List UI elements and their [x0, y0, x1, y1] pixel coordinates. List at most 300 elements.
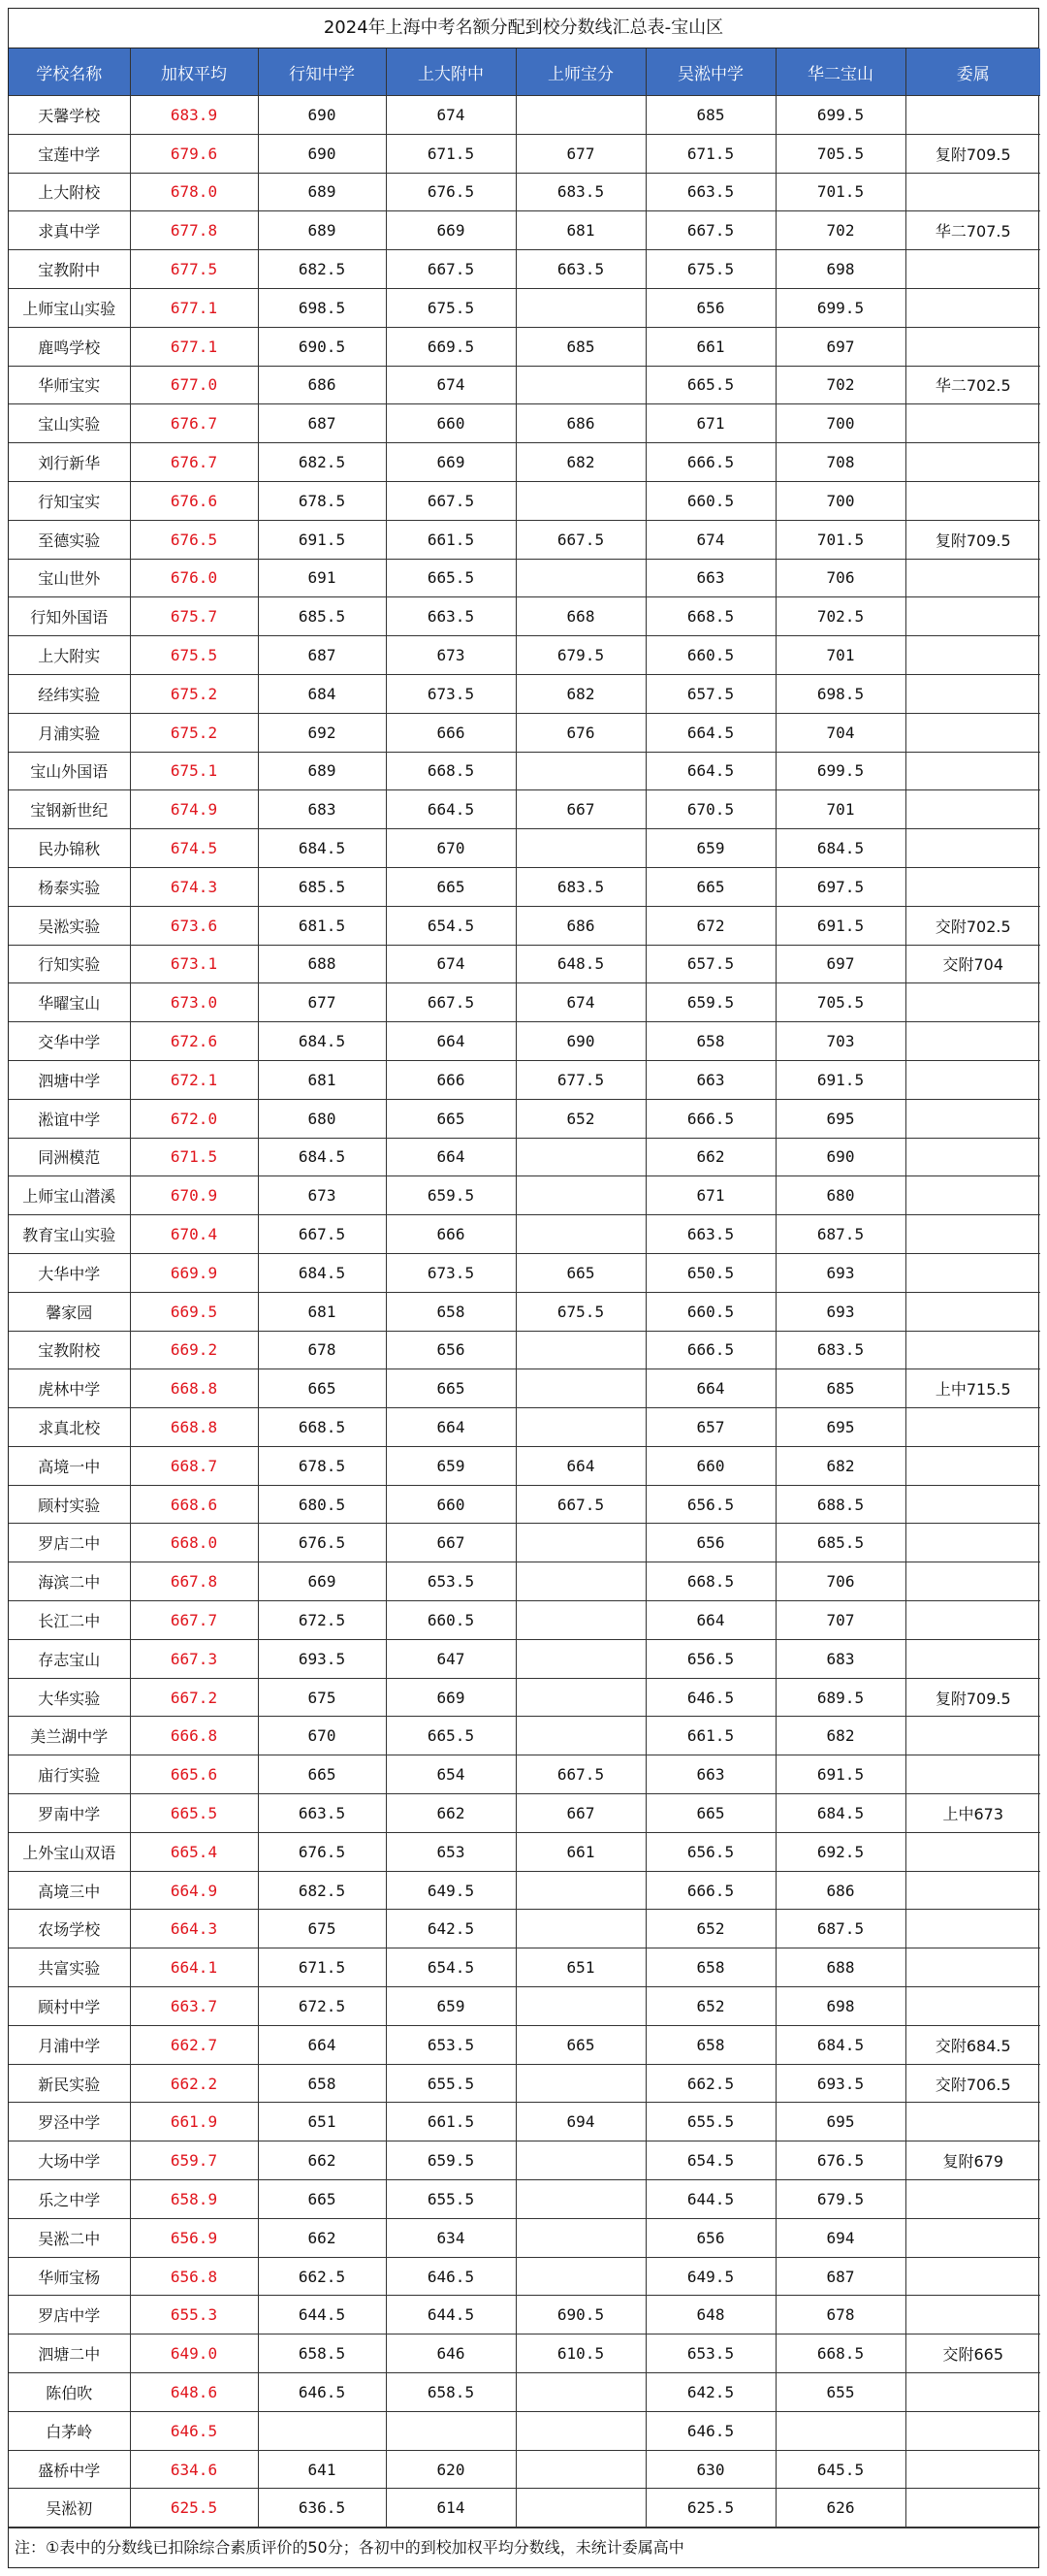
- weighted-average-cell: 668.7: [130, 1446, 258, 1485]
- huaer-cell: 693: [776, 1292, 905, 1331]
- huaer-cell: 689.5: [776, 1678, 905, 1717]
- xingzhi-cell: 681: [258, 1060, 386, 1099]
- school-name-cell: 民办锦秋: [9, 829, 130, 868]
- table-row: [9, 559, 1040, 597]
- huaer-cell: 699.5: [776, 752, 905, 790]
- huaer-cell: 693: [776, 1253, 905, 1292]
- wusong-cell: 663.5: [646, 173, 776, 211]
- xingzhi-cell: 644.5: [258, 2296, 386, 2334]
- huaer-cell: 703: [776, 1022, 905, 1061]
- table-row: [9, 481, 1040, 520]
- wusong-cell: 658: [646, 1948, 776, 1987]
- huaer-cell: 691.5: [776, 1755, 905, 1794]
- huaer-cell: 682: [776, 1446, 905, 1485]
- shangda-cell: 660: [386, 404, 516, 443]
- municipal-cell: 上中715.5: [905, 1369, 1040, 1408]
- weighted-average-cell: 672.0: [130, 1099, 258, 1138]
- municipal-cell: [905, 1253, 1040, 1292]
- xingzhi-cell: 662: [258, 2141, 386, 2180]
- shangshi-cell: 665: [516, 2025, 646, 2064]
- table-row: [9, 1408, 1040, 1447]
- weighted-average-cell: 673.0: [130, 983, 258, 1022]
- xingzhi-cell: 698.5: [258, 288, 386, 327]
- municipal-cell: [905, 1639, 1040, 1678]
- school-name-cell: 上师宝山潜溪: [9, 1176, 130, 1215]
- shangshi-cell: 676: [516, 713, 646, 752]
- table-row: [9, 983, 1040, 1022]
- wusong-cell: 660.5: [646, 636, 776, 675]
- shangda-cell: 665: [386, 867, 516, 906]
- weighted-average-cell: 659.7: [130, 2141, 258, 2180]
- huaer-cell: 700: [776, 404, 905, 443]
- shangda-cell: 667.5: [386, 481, 516, 520]
- school-name-cell: 新民实验: [9, 2064, 130, 2103]
- huaer-cell: 705.5: [776, 134, 905, 173]
- school-name-cell: 虎林中学: [9, 1369, 130, 1408]
- huaer-cell: 683: [776, 1639, 905, 1678]
- shangda-cell: 655.5: [386, 2064, 516, 2103]
- weighted-average-cell: 673.1: [130, 945, 258, 983]
- xingzhi-cell: 678.5: [258, 481, 386, 520]
- xingzhi-cell: 675: [258, 1910, 386, 1948]
- table-row: [9, 2025, 1040, 2064]
- huaer-cell: 684.5: [776, 829, 905, 868]
- school-name-cell: 农场学校: [9, 1910, 130, 1948]
- xingzhi-cell: 690: [258, 96, 386, 135]
- weighted-average-cell: 656.8: [130, 2257, 258, 2296]
- huaer-cell: 688: [776, 1948, 905, 1987]
- weighted-average-cell: 667.2: [130, 1678, 258, 1717]
- municipal-cell: [905, 2180, 1040, 2219]
- shangda-cell: 654.5: [386, 1948, 516, 1987]
- shangda-cell: 665: [386, 1369, 516, 1408]
- huaer-cell: 685.5: [776, 1524, 905, 1562]
- shangshi-cell: 610.5: [516, 2334, 646, 2373]
- xingzhi-cell: 670: [258, 1717, 386, 1755]
- school-name-cell: 行知宝实: [9, 481, 130, 520]
- huaer-cell: 645.5: [776, 2450, 905, 2489]
- weighted-average-cell: 676.6: [130, 481, 258, 520]
- shangda-cell: 655.5: [386, 2180, 516, 2219]
- huaer-cell: 697.5: [776, 867, 905, 906]
- wusong-cell: 655.5: [646, 2103, 776, 2141]
- wusong-cell: 662: [646, 1138, 776, 1176]
- weighted-average-cell: 677.1: [130, 288, 258, 327]
- shangshi-cell: 694: [516, 2103, 646, 2141]
- wusong-cell: 652: [646, 1910, 776, 1948]
- municipal-cell: [905, 2411, 1040, 2450]
- municipal-cell: [905, 2489, 1040, 2528]
- weighted-average-cell: 676.7: [130, 443, 258, 482]
- huaer-cell: 680: [776, 1176, 905, 1215]
- huaer-cell: 682: [776, 1717, 905, 1755]
- shangshi-cell: 685: [516, 327, 646, 366]
- school-name-cell: 宝山世外: [9, 559, 130, 597]
- wusong-cell: 625.5: [646, 2489, 776, 2528]
- municipal-cell: [905, 404, 1040, 443]
- wusong-cell: 666.5: [646, 1099, 776, 1138]
- municipal-cell: [905, 597, 1040, 636]
- huaer-cell: 694: [776, 2218, 905, 2257]
- table-row: [9, 134, 1040, 173]
- municipal-cell: [905, 1717, 1040, 1755]
- weighted-average-cell: 625.5: [130, 2489, 258, 2528]
- municipal-cell: [905, 1292, 1040, 1331]
- school-name-cell: 淞谊中学: [9, 1099, 130, 1138]
- huaer-cell: 700: [776, 481, 905, 520]
- xingzhi-cell: 675: [258, 1678, 386, 1717]
- school-name-cell: 共富实验: [9, 1948, 130, 1987]
- xingzhi-cell: 676.5: [258, 1524, 386, 1562]
- xingzhi-cell: 682.5: [258, 250, 386, 289]
- school-name-cell: 陈伯吹: [9, 2373, 130, 2412]
- municipal-cell: 交附684.5: [905, 2025, 1040, 2064]
- wusong-cell: 674: [646, 520, 776, 559]
- wusong-cell: 666.5: [646, 443, 776, 482]
- huaer-cell: 692.5: [776, 1832, 905, 1871]
- huaer-cell: 693.5: [776, 2064, 905, 2103]
- shangshi-cell: 652: [516, 1099, 646, 1138]
- huaer-cell: 702: [776, 211, 905, 250]
- table-row: [9, 250, 1040, 289]
- shangshi-cell: 667.5: [516, 520, 646, 559]
- huaer-cell: 683.5: [776, 1331, 905, 1369]
- wusong-cell: 660.5: [646, 481, 776, 520]
- municipal-cell: [905, 2296, 1040, 2334]
- table-row: [9, 2373, 1040, 2412]
- xingzhi-cell: 677: [258, 983, 386, 1022]
- shangshi-cell: [516, 96, 646, 135]
- weighted-average-cell: 655.3: [130, 2296, 258, 2334]
- header-weighted-average: 加权平均: [130, 48, 258, 96]
- wusong-cell: 672: [646, 906, 776, 945]
- huaer-cell: 697: [776, 327, 905, 366]
- header-municipal: 委属: [905, 48, 1040, 96]
- weighted-average-cell: 667.8: [130, 1562, 258, 1601]
- shangda-cell: 653: [386, 1832, 516, 1871]
- shangshi-cell: [516, 1717, 646, 1755]
- shangda-cell: 646: [386, 2334, 516, 2373]
- weighted-average-cell: 658.9: [130, 2180, 258, 2219]
- shangda-cell: 659.5: [386, 1176, 516, 1215]
- xingzhi-cell: 681: [258, 1292, 386, 1331]
- shangshi-cell: [516, 1987, 646, 2026]
- wusong-cell: 671: [646, 404, 776, 443]
- weighted-average-cell: 674.3: [130, 867, 258, 906]
- shangda-cell: 653.5: [386, 1562, 516, 1601]
- table-row: [9, 443, 1040, 482]
- municipal-cell: [905, 752, 1040, 790]
- shangda-cell: 667.5: [386, 250, 516, 289]
- weighted-average-cell: 668.0: [130, 1524, 258, 1562]
- weighted-average-cell: 669.5: [130, 1292, 258, 1331]
- municipal-cell: 交附704: [905, 945, 1040, 983]
- wusong-cell: 667.5: [646, 211, 776, 250]
- huaer-cell: 690: [776, 1138, 905, 1176]
- weighted-average-cell: 672.6: [130, 1022, 258, 1061]
- shangshi-cell: 663.5: [516, 250, 646, 289]
- municipal-cell: [905, 559, 1040, 597]
- wusong-cell: 656: [646, 1524, 776, 1562]
- municipal-cell: [905, 2218, 1040, 2257]
- table-row: [9, 2450, 1040, 2489]
- footnote: 注：①表中的分数线已扣除综合素质评价的50分；各初中的到校加权平均分数线，未统计委属高中: [9, 2528, 1038, 2567]
- shangda-cell: 660.5: [386, 1601, 516, 1640]
- shangda-cell: 649.5: [386, 1871, 516, 1910]
- shangshi-cell: [516, 1176, 646, 1215]
- weighted-average-cell: 675.2: [130, 674, 258, 713]
- shangda-cell: 634: [386, 2218, 516, 2257]
- school-name-cell: 庙行实验: [9, 1755, 130, 1794]
- table-title: 2024年上海中考名额分配到校分数线汇总表-宝山区: [9, 9, 1038, 48]
- huaer-cell: 702.5: [776, 597, 905, 636]
- xingzhi-cell: 689: [258, 211, 386, 250]
- shangda-cell: 654: [386, 1755, 516, 1794]
- wusong-cell: 652: [646, 1987, 776, 2026]
- wusong-cell: 656: [646, 288, 776, 327]
- table-row: [9, 829, 1040, 868]
- school-name-cell: 泗塘二中: [9, 2334, 130, 2373]
- wusong-cell: 653.5: [646, 2334, 776, 2373]
- weighted-average-cell: 676.5: [130, 520, 258, 559]
- table-row: [9, 404, 1040, 443]
- huaer-cell: 684.5: [776, 1794, 905, 1833]
- huaer-cell: 695: [776, 1099, 905, 1138]
- school-name-cell: 华曜宝山: [9, 983, 130, 1022]
- shangshi-cell: 664: [516, 1446, 646, 1485]
- xingzhi-cell: 682.5: [258, 443, 386, 482]
- school-name-cell: 行知实验: [9, 945, 130, 983]
- huaer-cell: 701: [776, 790, 905, 829]
- table-row: [9, 366, 1040, 404]
- shangshi-cell: [516, 1138, 646, 1176]
- table-row: [9, 1910, 1040, 1948]
- header-school: 学校名称: [9, 48, 130, 96]
- school-name-cell: 至德实验: [9, 520, 130, 559]
- shangda-cell: 673.5: [386, 674, 516, 713]
- municipal-cell: [905, 1601, 1040, 1640]
- table-row: [9, 2141, 1040, 2180]
- huaer-cell: 678: [776, 2296, 905, 2334]
- table-row: [9, 2411, 1040, 2450]
- wusong-cell: 663: [646, 1060, 776, 1099]
- shangda-cell: 666: [386, 713, 516, 752]
- huaer-cell: 691.5: [776, 1060, 905, 1099]
- school-name-cell: 经纬实验: [9, 674, 130, 713]
- xingzhi-cell: 684.5: [258, 829, 386, 868]
- shangshi-cell: [516, 2257, 646, 2296]
- table-row: [9, 327, 1040, 366]
- municipal-cell: [905, 1022, 1040, 1061]
- shangshi-cell: [516, 559, 646, 597]
- huaer-cell: 668.5: [776, 2334, 905, 2373]
- table-row: [9, 520, 1040, 559]
- shangda-cell: 669: [386, 211, 516, 250]
- wusong-cell: 665: [646, 867, 776, 906]
- municipal-cell: [905, 1215, 1040, 1254]
- school-name-cell: 宝山实验: [9, 404, 130, 443]
- table-row: [9, 1871, 1040, 1910]
- shangda-cell: 656: [386, 1331, 516, 1369]
- shangda-cell: 674: [386, 96, 516, 135]
- xingzhi-cell: 684.5: [258, 1253, 386, 1292]
- shangda-cell: 673.5: [386, 1253, 516, 1292]
- huaer-cell: 698: [776, 1987, 905, 2026]
- shangshi-cell: [516, 288, 646, 327]
- weighted-average-cell: 674.5: [130, 829, 258, 868]
- xingzhi-cell: 684: [258, 674, 386, 713]
- shangda-cell: 662: [386, 1794, 516, 1833]
- weighted-average-cell: 634.6: [130, 2450, 258, 2489]
- table-row: [9, 1987, 1040, 2026]
- table-row: [9, 1099, 1040, 1138]
- huaer-cell: 701: [776, 636, 905, 675]
- table-row: [9, 1331, 1040, 1369]
- municipal-cell: [905, 250, 1040, 289]
- weighted-average-cell: 662.2: [130, 2064, 258, 2103]
- huaer-cell: 687: [776, 2257, 905, 2296]
- municipal-cell: [905, 1176, 1040, 1215]
- shangshi-cell: [516, 366, 646, 404]
- table-row: [9, 1794, 1040, 1833]
- wusong-cell: 646.5: [646, 1678, 776, 1717]
- municipal-cell: 复附679: [905, 2141, 1040, 2180]
- wusong-cell: 664: [646, 1601, 776, 1640]
- municipal-cell: [905, 1562, 1040, 1601]
- huaer-cell: 704: [776, 713, 905, 752]
- weighted-average-cell: 667.7: [130, 1601, 258, 1640]
- shangda-cell: 658: [386, 1292, 516, 1331]
- shangda-cell: 646.5: [386, 2257, 516, 2296]
- xingzhi-cell: 691.5: [258, 520, 386, 559]
- weighted-average-cell: 649.0: [130, 2334, 258, 2373]
- xingzhi-cell: 684.5: [258, 1138, 386, 1176]
- table-row: [9, 1215, 1040, 1254]
- shangshi-cell: 682: [516, 443, 646, 482]
- weighted-average-cell: 662.7: [130, 2025, 258, 2064]
- school-name-cell: 教育宝山实验: [9, 1215, 130, 1254]
- shangda-cell: 665.5: [386, 559, 516, 597]
- weighted-average-cell: 677.1: [130, 327, 258, 366]
- school-name-cell: 华师宝实: [9, 366, 130, 404]
- xingzhi-cell: 691: [258, 559, 386, 597]
- xingzhi-cell: [258, 2411, 386, 2450]
- school-name-cell: 白茅岭: [9, 2411, 130, 2450]
- shangshi-cell: 681: [516, 211, 646, 250]
- table-row: [9, 1253, 1040, 1292]
- municipal-cell: [905, 327, 1040, 366]
- school-name-cell: 美兰湖中学: [9, 1717, 130, 1755]
- shangda-cell: 668.5: [386, 752, 516, 790]
- shangshi-cell: [516, 2411, 646, 2450]
- shangda-cell: 670: [386, 829, 516, 868]
- weighted-average-cell: 648.6: [130, 2373, 258, 2412]
- table-row: [9, 1948, 1040, 1987]
- wusong-cell: 659: [646, 829, 776, 868]
- municipal-cell: 华二702.5: [905, 366, 1040, 404]
- huaer-cell: 706: [776, 559, 905, 597]
- school-name-cell: 刘行新华: [9, 443, 130, 482]
- weighted-average-cell: 670.9: [130, 1176, 258, 1215]
- shangshi-cell: [516, 1678, 646, 1717]
- table-row: [9, 1022, 1040, 1061]
- municipal-cell: [905, 1755, 1040, 1794]
- wusong-cell: 668.5: [646, 597, 776, 636]
- shangda-cell: 653.5: [386, 2025, 516, 2064]
- weighted-average-cell: 671.5: [130, 1138, 258, 1176]
- municipal-cell: [905, 2103, 1040, 2141]
- shangshi-cell: 668: [516, 597, 646, 636]
- huaer-cell: 697: [776, 945, 905, 983]
- school-name-cell: 顾村实验: [9, 1485, 130, 1524]
- xingzhi-cell: 672.5: [258, 1601, 386, 1640]
- table-row: [9, 1060, 1040, 1099]
- shangshi-cell: 677.5: [516, 1060, 646, 1099]
- shangda-cell: 659: [386, 1446, 516, 1485]
- huaer-cell: 698.5: [776, 674, 905, 713]
- xingzhi-cell: 671.5: [258, 1948, 386, 1987]
- xingzhi-cell: 678: [258, 1331, 386, 1369]
- huaer-cell: 679.5: [776, 2180, 905, 2219]
- huaer-cell: 705.5: [776, 983, 905, 1022]
- shangda-cell: 667.5: [386, 983, 516, 1022]
- municipal-cell: [905, 1485, 1040, 1524]
- wusong-cell: 658: [646, 2025, 776, 2064]
- school-name-cell: 罗南中学: [9, 1794, 130, 1833]
- weighted-average-cell: 664.3: [130, 1910, 258, 1948]
- shangda-cell: 673: [386, 636, 516, 675]
- xingzhi-cell: 665: [258, 1369, 386, 1408]
- shangda-cell: 674: [386, 945, 516, 983]
- school-name-cell: 罗泾中学: [9, 2103, 130, 2141]
- shangshi-cell: [516, 481, 646, 520]
- weighted-average-cell: 668.8: [130, 1369, 258, 1408]
- shangshi-cell: [516, 752, 646, 790]
- table-row: [9, 173, 1040, 211]
- shangshi-cell: 690.5: [516, 2296, 646, 2334]
- xingzhi-cell: 673: [258, 1176, 386, 1215]
- weighted-average-cell: 668.8: [130, 1408, 258, 1447]
- shangshi-cell: [516, 2218, 646, 2257]
- table-row: [9, 288, 1040, 327]
- shangshi-cell: 682: [516, 674, 646, 713]
- huaer-cell: 695: [776, 2103, 905, 2141]
- shangshi-cell: [516, 1331, 646, 1369]
- wusong-cell: 660.5: [646, 1292, 776, 1331]
- weighted-average-cell: 664.9: [130, 1871, 258, 1910]
- municipal-cell: 复附709.5: [905, 1678, 1040, 1717]
- wusong-cell: 656.5: [646, 1639, 776, 1678]
- shangshi-cell: [516, 2489, 646, 2528]
- huaer-cell: 686: [776, 1871, 905, 1910]
- shangda-cell: 675.5: [386, 288, 516, 327]
- shangshi-cell: [516, 2141, 646, 2180]
- weighted-average-cell: 675.1: [130, 752, 258, 790]
- table-row: [9, 2334, 1040, 2373]
- huaer-cell: 684.5: [776, 2025, 905, 2064]
- shangshi-cell: [516, 2450, 646, 2489]
- table-row: [9, 1292, 1040, 1331]
- weighted-average-cell: 683.9: [130, 96, 258, 135]
- municipal-cell: [905, 1099, 1040, 1138]
- header-shangda: 上大附中: [386, 48, 516, 96]
- wusong-cell: 661.5: [646, 1717, 776, 1755]
- header-xingzhi: 行知中学: [258, 48, 386, 96]
- wusong-cell: 663: [646, 559, 776, 597]
- shangshi-cell: [516, 1369, 646, 1408]
- wusong-cell: 661: [646, 327, 776, 366]
- municipal-cell: [905, 96, 1040, 135]
